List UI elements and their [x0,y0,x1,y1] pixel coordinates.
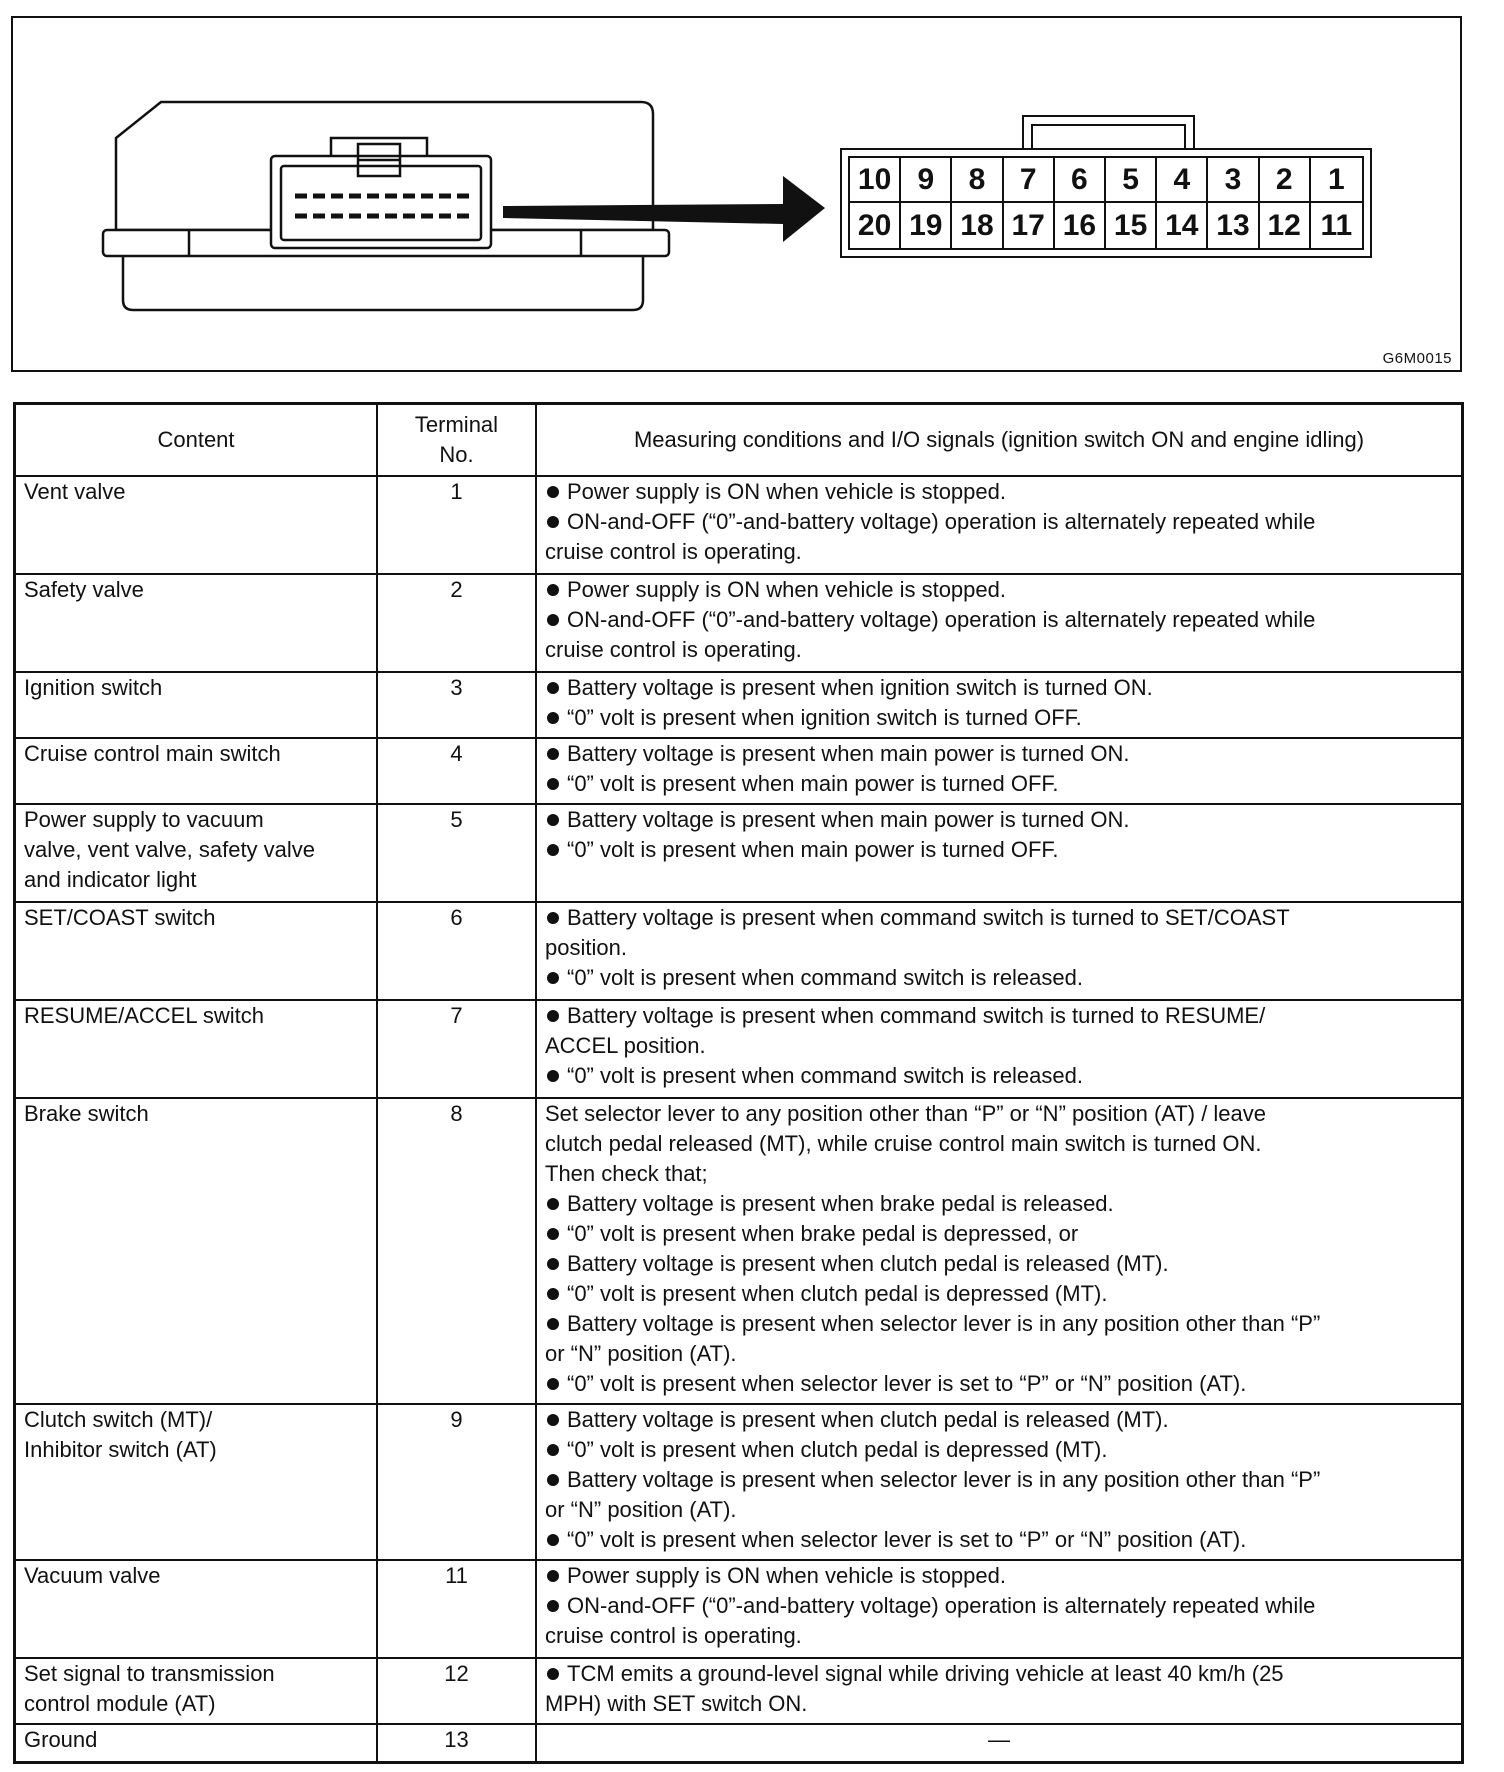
measuring-line: or “N” position (AT). [545,1341,737,1366]
pin-number: 5 [1106,158,1157,203]
pin-number: 20 [850,203,901,248]
table-row [15,1658,1463,1724]
terminal-number: 8 [377,1098,536,1404]
measuring-line: position. [545,935,627,960]
measuring-line: ACCEL position. [545,1033,706,1058]
measuring-cell [536,738,1463,804]
measuring-line: Battery voltage is present when main power is turned ON. [545,739,1453,769]
terminal-number: 7 [377,1000,536,1098]
measuring-cell [536,1560,1463,1658]
content-cell [15,1000,378,1098]
header-content: Content [15,404,378,477]
content-cell [15,902,378,1000]
table-row [15,672,1463,738]
measuring-line: “0” volt is present when clutch pedal is depressed (MT). [545,1279,1453,1309]
bullet-icon [547,972,559,984]
content-text: control module (AT) [24,1691,216,1716]
pin-number: 3 [1208,158,1259,203]
table-header-row [15,404,1463,477]
measuring-line: “0” volt is present when selector lever is set to “P” or “N” position (AT). [545,1369,1453,1399]
measuring-cell [536,1724,1463,1762]
pin-number: 9 [901,158,952,203]
pin-number: 2 [1260,158,1311,203]
content-text: Ignition switch [24,675,163,700]
content-text: valve, vent valve, safety valve [24,837,316,862]
bullet-icon [547,1010,559,1022]
measuring-cell [536,1000,1463,1098]
bullet-icon [547,1534,559,1546]
measuring-line: Power supply is ON when vehicle is stopped. [545,477,1453,507]
measuring-line: cruise control is operating. [545,637,802,662]
measuring-line: cruise control is operating. [545,1623,802,1648]
measuring-line: Battery voltage is present when ignition switch is turned ON. [545,673,1453,703]
measuring-line: ON-and-OFF (“0”-and-battery voltage) operation is alternately repeated while [545,605,1453,635]
measuring-line: clutch pedal released (MT), while cruise control main switch is turned ON. [545,1131,1262,1156]
bullet-icon [547,1318,559,1330]
measuring-line: cruise control is operating. [545,539,802,564]
measuring-line: TCM emits a ground-level signal while driving vehicle at least 40 km/h (25 [545,1659,1453,1689]
table-row [15,804,1463,902]
measuring-line: “0” volt is present when main power is turned OFF. [545,769,1453,799]
pin-number: 13 [1208,203,1259,248]
measuring-line: MPH) with SET switch ON. [545,1691,808,1716]
pin-number: 15 [1106,203,1157,248]
measuring-cell [536,1098,1463,1404]
content-text: SET/COAST switch [24,905,216,930]
content-cell [15,1560,378,1658]
header-terminal-line1: Terminal [414,412,499,437]
bullet-icon [547,1570,559,1582]
bullet-icon [547,1414,559,1426]
table-row [15,1000,1463,1098]
bullet-icon [547,1378,559,1390]
header-terminal-line2: No. [439,442,474,467]
content-cell [15,1658,378,1724]
bullet-icon [547,748,559,760]
pin-number: 14 [1157,203,1208,248]
measuring-line: Battery voltage is present when brake pedal is released. [545,1189,1453,1219]
measuring-line: Then check that; [545,1161,708,1186]
content-text: Vent valve [24,479,126,504]
measuring-line: Battery voltage is present when selector lever is in any position other than “P” [545,1465,1453,1495]
bullet-icon [547,1668,559,1680]
pin-number: 19 [901,203,952,248]
pin-number: 17 [1004,203,1055,248]
terminal-number: 6 [377,902,536,1000]
terminal-number: 2 [377,574,536,672]
terminal-pin-diagram [840,148,1372,258]
content-cell [15,476,378,574]
measuring-cell [536,574,1463,672]
content-text: Power supply to vacuum [24,807,264,832]
measuring-line: Battery voltage is present when clutch pedal is released (MT). [545,1405,1453,1435]
pin-number: 16 [1055,203,1106,248]
table-row [15,1404,1463,1560]
bullet-icon [547,1228,559,1240]
content-text: Safety valve [24,577,144,602]
content-cell [15,1724,378,1762]
terminal-number: 12 [377,1658,536,1724]
bullet-icon [547,1444,559,1456]
measuring-line: “0” volt is present when selector lever is set to “P” or “N” position (AT). [545,1525,1453,1555]
bullet-icon [547,1600,559,1612]
measuring-cell [536,804,1463,902]
measuring-line: “0” volt is present when command switch is released. [545,963,1453,993]
connector-latch-inner [1031,124,1186,150]
table-row [15,902,1463,1000]
content-text: Brake switch [24,1101,149,1126]
measuring-line: “0” volt is present when clutch pedal is depressed (MT). [545,1435,1453,1465]
measuring-line: “0” volt is present when command switch is released. [545,1061,1453,1091]
measuring-line: Battery voltage is present when selector lever is in any position other than “P” [545,1309,1453,1339]
bullet-icon [547,516,559,528]
figure-code: G6M0015 [1382,350,1452,367]
content-cell [15,1404,378,1560]
bullet-icon [547,1198,559,1210]
terminal-number: 9 [377,1404,536,1560]
measuring-cell [536,672,1463,738]
terminal-number: 1 [377,476,536,574]
bullet-icon [547,1258,559,1270]
bullet-icon [547,712,559,724]
bullet-icon [547,1288,559,1300]
content-cell [15,738,378,804]
content-cell [15,672,378,738]
table-row [15,476,1463,574]
pin-number: 1 [1311,158,1362,203]
pin-number: 7 [1004,158,1055,203]
terminal-number: 13 [377,1724,536,1762]
measuring-line: Power supply is ON when vehicle is stopped. [545,575,1453,605]
pin-number: 11 [1320,208,1353,242]
bullet-icon [547,614,559,626]
bullet-icon [547,486,559,498]
measuring-line: “0” volt is present when brake pedal is depressed, or [545,1219,1453,1249]
measuring-line: Battery voltage is present when command switch is turned to SET/COAST [545,903,1453,933]
terminal-number: 5 [377,804,536,902]
bullet-icon [547,1474,559,1486]
measuring-line: ON-and-OFF (“0”-and-battery voltage) operation is alternately repeated while [545,1591,1453,1621]
bullet-icon [547,1070,559,1082]
measuring-cell [536,1404,1463,1560]
measuring-cell [536,902,1463,1000]
measuring-cell [536,476,1463,574]
pin-number: 12 [1260,203,1311,248]
bullet-icon [547,814,559,826]
table-row [15,574,1463,672]
header-measuring: Measuring conditions and I/O signals (ignition switch ON and engine idling) [536,404,1463,477]
terminal-number: 3 [377,672,536,738]
terminal-number: 11 [377,1560,536,1658]
table-row [15,1098,1463,1404]
header-terminal [377,404,536,477]
content-cell [15,574,378,672]
content-cell [15,1098,378,1404]
bullet-icon [547,778,559,790]
pin-number: 8 [952,158,1003,203]
pin-number: 18 [952,203,1003,248]
content-text: Clutch switch (MT)/ [24,1407,213,1432]
content-text: Set signal to transmission [24,1661,275,1686]
measuring-line: “0” volt is present when ignition switch is turned OFF. [545,703,1453,733]
bullet-icon [547,844,559,856]
content-text: Vacuum valve [24,1563,161,1588]
measuring-line: ON-and-OFF (“0”-and-battery voltage) operation is alternately repeated while [545,507,1453,537]
measuring-line: Set selector lever to any position other than “P” or “N” position (AT) / leave [545,1101,1267,1126]
content-text: Inhibitor switch (AT) [24,1437,217,1462]
table-row [15,1724,1463,1762]
bullet-icon [547,912,559,924]
pin-number: 10 [850,158,901,203]
pin-number: 4 [1157,158,1208,203]
measuring-line: or “N” position (AT). [545,1497,737,1522]
measuring-line: “0” volt is present when main power is turned OFF. [545,835,1453,865]
table-row [15,1560,1463,1658]
content-cell [15,804,378,902]
measuring-line: Battery voltage is present when command switch is turned to RESUME/ [545,1001,1453,1031]
content-text: RESUME/ACCEL switch [24,1003,265,1028]
content-text: and indicator light [24,867,197,892]
pin-number: 6 [1055,158,1106,203]
measuring-line: Battery voltage is present when main power is turned ON. [545,805,1453,835]
measuring-cell [536,1658,1463,1724]
measuring-line: — [988,1727,1010,1752]
terminal-number: 4 [377,738,536,804]
content-text: Cruise control main switch [24,741,281,766]
bullet-icon [547,584,559,596]
content-text: Ground [24,1727,98,1752]
measuring-line: Battery voltage is present when clutch pedal is released (MT). [545,1249,1453,1279]
table-row [15,738,1463,804]
bullet-icon [547,682,559,694]
terminal-table [13,402,1464,1764]
measuring-line: Power supply is ON when vehicle is stopped. [545,1561,1453,1591]
